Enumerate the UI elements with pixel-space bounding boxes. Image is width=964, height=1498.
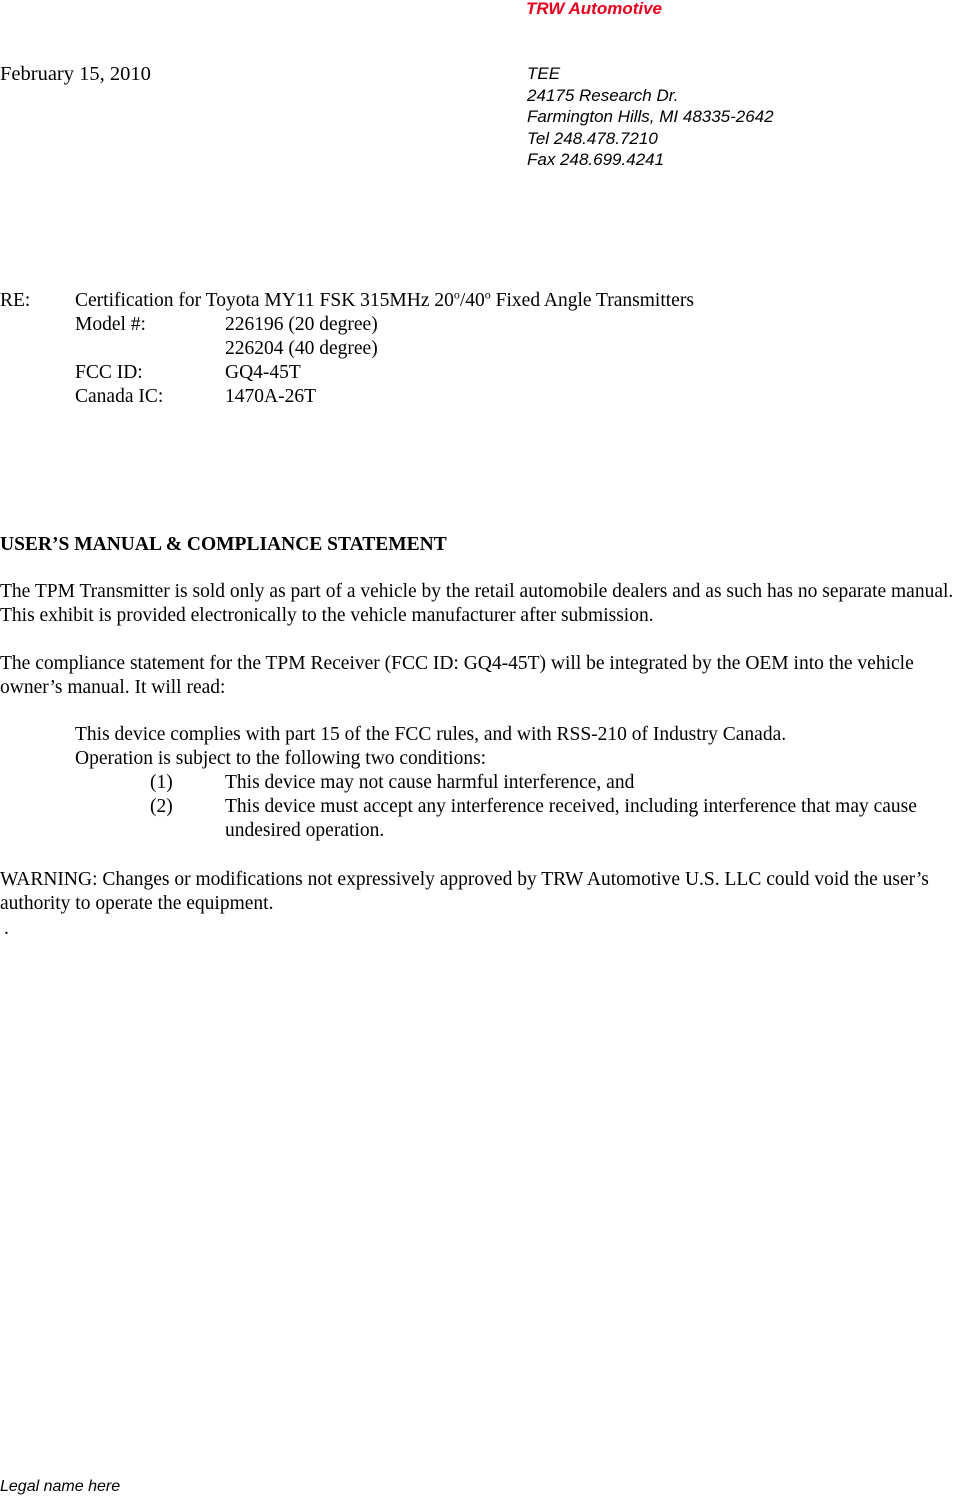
section-heading: USER’S MANUAL & COMPLIANCE STATEMENT xyxy=(0,534,447,555)
letter-date: February 15, 2010 xyxy=(0,63,151,85)
re-subject xyxy=(75,289,694,313)
legal-name-footer: Legal name here xyxy=(0,1478,121,1495)
body-paragraph: The TPM Transmitter is sold only as part of a vehicle by the retail automobile dealers and as such has no separate manual. This exhibit is provided electronically to the vehicle manufacturer after submission. xyxy=(0,581,954,626)
compliance-quote-line: This device complies with part 15 of the FCC rules, and with RSS-210 of Industry Canada. xyxy=(75,724,787,745)
re-subject-text: Certification for Toyota MY11 FSK 315MHz 20 xyxy=(75,290,454,311)
re-label: RE: xyxy=(0,290,31,311)
sender-address xyxy=(527,63,774,171)
model-label: Model #: xyxy=(75,314,146,335)
condition-number: (1) xyxy=(150,772,173,793)
re-subject-text: Fixed Angle Transmitters xyxy=(490,290,694,311)
canada-ic-value: 1470A-26T xyxy=(225,386,316,407)
warning-paragraph: WARNING: Changes or modifications not expressively approved by TRW Automotive U.S. LLC could void the user’s authority to operate the equipment. xyxy=(0,869,929,914)
compliance-quote-line: Operation is subject to the following two conditions: xyxy=(75,748,487,769)
address-line: Fax 248.699.4241 xyxy=(527,150,665,169)
address-line: Farmington Hills, MI 48335-2642 xyxy=(527,107,774,126)
fcc-id-value: GQ4-45T xyxy=(225,362,301,383)
model-value: 226204 (40 degree) xyxy=(225,338,378,359)
address-line: TEE xyxy=(527,64,561,83)
company-name: TRW Automotive xyxy=(526,0,662,18)
address-line: Tel 248.478.7210 xyxy=(527,128,658,148)
condition-number: (2) xyxy=(150,796,173,817)
body-paragraph: The compliance statement for the TPM Receiver (FCC ID: GQ4-45T) will be integrated by the OEM into the vehicle owner’s manual. It will read: xyxy=(0,653,914,698)
condition-text: This device must accept any interference received, including interference that may cause undesired operation. xyxy=(225,796,917,841)
trailing-dot: . xyxy=(4,918,9,939)
model-value: 226196 (20 degree) xyxy=(225,314,378,335)
fcc-id-label: FCC ID: xyxy=(75,362,143,383)
re-subject-text: /40 xyxy=(459,290,485,311)
degree-superscript: o xyxy=(453,287,460,302)
condition-text: This device may not cause harmful interference, and xyxy=(225,772,635,793)
degree-superscript: o xyxy=(484,287,491,302)
canada-ic-label: Canada IC: xyxy=(75,386,164,407)
address-line: 24175 Research Dr. xyxy=(527,85,679,105)
